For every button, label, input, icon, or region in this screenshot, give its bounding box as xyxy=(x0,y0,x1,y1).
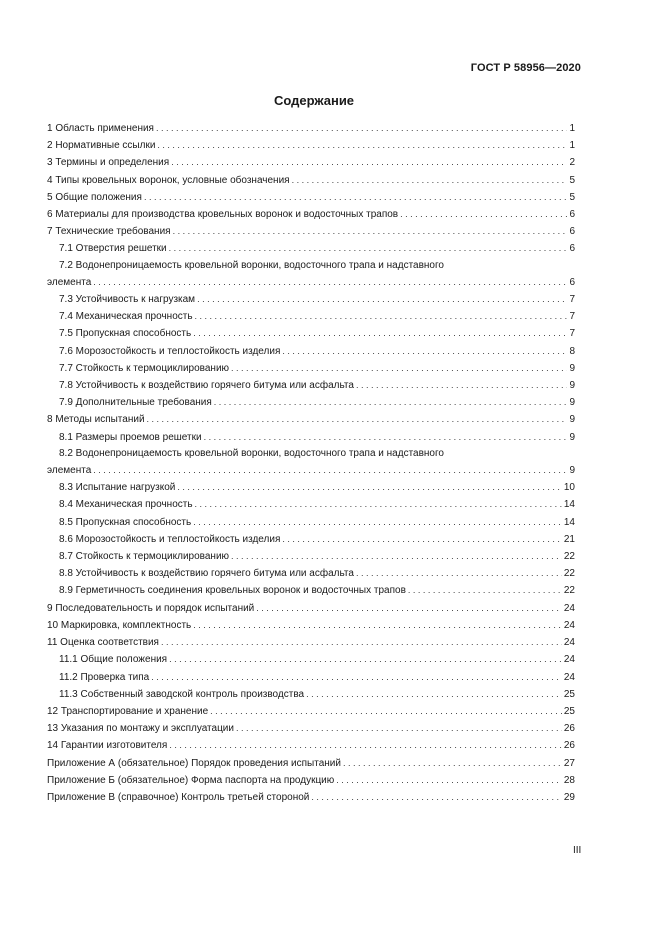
toc-entry[interactable] xyxy=(47,343,575,360)
toc-page-number: 24 xyxy=(563,637,575,649)
leader-dots xyxy=(231,548,562,564)
toc-entry[interactable] xyxy=(47,789,575,806)
toc-entry[interactable] xyxy=(47,446,575,462)
toc-entry-text: 10 Маркировка, комплектность xyxy=(47,619,192,631)
toc-page-number: 1 xyxy=(569,140,575,152)
leader-dots xyxy=(292,172,567,188)
toc-entry[interactable] xyxy=(47,496,575,513)
toc-entry-text: 7 Технические требования xyxy=(47,226,171,238)
toc-page-number: 5 xyxy=(569,191,575,203)
toc-entry[interactable] xyxy=(47,258,575,274)
page-number: III xyxy=(573,845,582,856)
toc-entry-text: 9 Последовательность и порядок испытаний xyxy=(47,602,255,614)
leader-dots xyxy=(400,206,567,222)
toc-entry[interactable] xyxy=(47,755,575,772)
toc-entry[interactable] xyxy=(47,360,575,377)
leader-dots xyxy=(195,308,567,324)
leader-dots xyxy=(177,479,562,495)
leader-dots xyxy=(236,720,562,736)
toc-entry-text: 8.8 Устойчивость к воздействию горячего битума или асфальта xyxy=(59,568,354,580)
toc-entry-text: 13 Указания по монтажу и эксплуатации xyxy=(47,723,234,735)
toc-page-number: 2 xyxy=(569,157,575,169)
toc-page-number: 6 xyxy=(569,209,575,221)
toc-entry-text: 7.1 Отверстия решетки xyxy=(59,243,167,255)
toc-entry-text: 6 Материалы для производства кровельных воронок и водосточных трапов xyxy=(47,209,399,221)
toc-entry-text: 7.3 Устойчивость к нагрузкам xyxy=(59,294,196,306)
toc-page-number: 22 xyxy=(563,585,575,597)
standard-code: ГОСТ Р 58956—2020 xyxy=(470,62,581,74)
toc-entry[interactable] xyxy=(47,565,575,582)
toc-entry-text: 3 Термины и определения xyxy=(47,157,170,169)
toc-entry-text-cont: элемента xyxy=(47,276,92,288)
toc-entry-text: 8.2 Водонепроницаемость кровельной воронки, водосточного трапа и надставного xyxy=(59,447,444,459)
leader-dots xyxy=(356,377,567,393)
toc-page-number: 8 xyxy=(569,345,575,357)
toc-entry-text: 8.7 Стойкость к термоциклированию xyxy=(59,551,230,563)
leader-dots xyxy=(256,600,562,616)
toc-entry[interactable] xyxy=(47,325,575,342)
toc-entry-text: 7.2 Водонепроницаемость кровельной воронки, водосточного трапа и надставного xyxy=(59,259,444,271)
toc-entry-text: 7.4 Механическая прочность xyxy=(59,311,193,323)
toc-page-number: 6 xyxy=(569,226,575,238)
toc-entry[interactable] xyxy=(47,154,575,171)
toc-entry-text: 11.1 Общие положения xyxy=(59,654,168,666)
toc-page-number: 9 xyxy=(569,380,575,392)
toc-page-number: 7 xyxy=(569,311,575,323)
leader-dots xyxy=(343,755,562,771)
leader-dots xyxy=(306,686,562,702)
toc-page-number: 9 xyxy=(569,465,575,477)
leader-dots xyxy=(93,462,567,478)
toc-page-number: 9 xyxy=(569,362,575,374)
toc-entry[interactable] xyxy=(47,548,575,565)
leader-dots xyxy=(195,496,562,512)
toc-entry[interactable] xyxy=(47,617,575,634)
toc-page-number: 21 xyxy=(563,533,575,545)
leader-dots xyxy=(210,703,562,719)
toc-page-number: 26 xyxy=(563,740,575,752)
toc-entry[interactable] xyxy=(47,291,575,308)
toc-entry-text: 7.5 Пропускная способность xyxy=(59,328,192,340)
toc-page-number: 7 xyxy=(569,294,575,306)
toc-entry-text: 11.2 Проверка типа xyxy=(59,671,150,683)
toc-entry[interactable] xyxy=(47,137,575,154)
toc-entry[interactable] xyxy=(47,531,575,548)
toc-entry-text: 14 Гарантии изготовителя xyxy=(47,740,168,752)
toc-entry-text: 5 Общие положения xyxy=(47,191,142,203)
toc-entry[interactable] xyxy=(47,223,575,240)
toc-entry[interactable] xyxy=(47,394,575,411)
leader-dots xyxy=(161,634,562,650)
toc-page-number: 1 xyxy=(569,123,575,134)
toc-page-number: 27 xyxy=(563,757,575,769)
leader-dots xyxy=(282,531,562,547)
toc-page-number: 7 xyxy=(569,328,575,340)
toc-entry[interactable] xyxy=(47,189,575,206)
toc-entry-text: 7.9 Дополнительные требования xyxy=(59,397,212,409)
toc-entry-text: 2 Нормативные ссылки xyxy=(47,140,156,152)
toc-entry[interactable] xyxy=(47,240,575,257)
toc-page-number: 10 xyxy=(563,482,575,494)
toc-entry[interactable] xyxy=(47,651,575,668)
toc-entry[interactable] xyxy=(47,377,575,394)
leader-dots xyxy=(311,789,561,805)
toc-page-number: 6 xyxy=(569,243,575,255)
toc-entry-text: 7.7 Стойкость к термоциклированию xyxy=(59,362,230,374)
toc-entry-text: 8 Методы испытаний xyxy=(47,414,145,426)
toc-entry-text: 8.9 Герметичность соединения кровельных воронок и водосточных трапов xyxy=(59,585,406,597)
toc-entry-text: 8.4 Механическая прочность xyxy=(59,499,193,511)
toc-entry[interactable] xyxy=(47,686,575,703)
toc-entry-text: 12 Транспортирование и хранение xyxy=(47,705,209,717)
leader-dots xyxy=(204,429,567,445)
leader-dots xyxy=(173,223,567,239)
leader-dots xyxy=(169,651,562,667)
leader-dots xyxy=(282,343,567,359)
toc-entry[interactable] xyxy=(47,479,575,496)
toc-entry-text: 11.3 Собственный заводской контроль производства xyxy=(59,688,305,700)
toc-page-number: 24 xyxy=(563,671,575,683)
toc-entry-text: 7.6 Морозостойкость и теплостойкость изделия xyxy=(59,345,281,357)
toc-entry-text: 8.3 Испытание нагрузкой xyxy=(59,482,176,494)
toc-entry[interactable] xyxy=(47,308,575,325)
leader-dots xyxy=(156,120,567,136)
toc-entry[interactable] xyxy=(47,737,575,754)
page-title: Содержание xyxy=(273,93,355,108)
leader-dots xyxy=(193,514,562,530)
toc-page-number: 25 xyxy=(563,705,575,717)
toc-entry[interactable] xyxy=(47,206,575,223)
toc-entry-text: Приложение Б (обязательное) Форма паспорта на продукцию xyxy=(47,774,335,786)
toc-page-number: 9 xyxy=(569,414,575,426)
toc-page-number: 24 xyxy=(563,602,575,614)
toc-page-number: 9 xyxy=(569,397,575,409)
toc-page-number: 26 xyxy=(563,723,575,735)
toc-page-number: 25 xyxy=(563,688,575,700)
toc-page-number: 14 xyxy=(563,499,575,511)
toc-entry[interactable] xyxy=(47,669,575,686)
toc-page-number: 6 xyxy=(569,276,575,288)
toc-entry-text: 1 Область применения xyxy=(47,123,154,134)
leader-dots xyxy=(197,291,567,307)
leader-dots xyxy=(214,394,567,410)
leader-dots xyxy=(169,737,562,753)
toc-page-number: 9 xyxy=(569,431,575,443)
leader-dots xyxy=(231,360,567,376)
leader-dots xyxy=(408,582,562,598)
toc-entry-continuation[interactable] xyxy=(47,274,575,291)
toc-entry[interactable] xyxy=(47,411,575,428)
toc-entry[interactable] xyxy=(47,772,575,789)
toc-page-number: 22 xyxy=(563,551,575,563)
toc-page-number: 29 xyxy=(563,791,575,803)
leader-dots xyxy=(356,565,562,581)
toc-page-number: 28 xyxy=(563,774,575,786)
toc-entry-text: 4 Типы кровельных воронок, условные обозначения xyxy=(47,174,290,186)
toc-entry[interactable] xyxy=(47,720,575,737)
toc-entry[interactable] xyxy=(47,120,575,137)
leader-dots xyxy=(193,617,562,633)
toc-page-number: 24 xyxy=(563,654,575,666)
toc-entry[interactable] xyxy=(47,514,575,531)
table-of-contents xyxy=(47,120,575,806)
toc-entry-text-cont: элемента xyxy=(47,465,92,477)
toc-entry-text: 11 Оценка соответствия xyxy=(47,637,159,649)
toc-entry-text: 8.1 Размеры проемов решетки xyxy=(59,431,202,443)
leader-dots xyxy=(144,189,567,205)
toc-entry-text: 7.8 Устойчивость к воздействию горячего битума или асфальта xyxy=(59,380,354,392)
toc-entry-text: Приложение В (справочное) Контроль третьей стороной xyxy=(47,791,310,803)
toc-entry[interactable] xyxy=(47,172,575,189)
toc-entry[interactable] xyxy=(47,582,575,599)
toc-page-number: 22 xyxy=(563,568,575,580)
toc-entry[interactable] xyxy=(47,600,575,617)
toc-entry[interactable] xyxy=(47,429,575,446)
toc-entry-text: Приложение А (обязательное) Порядок проведения испытаний xyxy=(47,757,341,769)
leader-dots xyxy=(147,411,567,427)
toc-entry[interactable] xyxy=(47,634,575,651)
toc-page-number: 14 xyxy=(563,516,575,528)
leader-dots xyxy=(93,274,567,290)
leader-dots xyxy=(171,154,567,170)
toc-entry-text: 8.5 Пропускная способность xyxy=(59,516,192,528)
leader-dots xyxy=(336,772,562,788)
toc-page-number: 5 xyxy=(569,174,575,186)
leader-dots xyxy=(193,325,567,341)
toc-entry-continuation[interactable] xyxy=(47,462,575,479)
toc-entry[interactable] xyxy=(47,703,575,720)
toc-entry-text: 8.6 Морозостойкость и теплостойкость изделия xyxy=(59,533,281,545)
leader-dots xyxy=(169,240,567,256)
leader-dots xyxy=(151,669,562,685)
leader-dots xyxy=(157,137,567,153)
toc-page-number: 24 xyxy=(563,619,575,631)
